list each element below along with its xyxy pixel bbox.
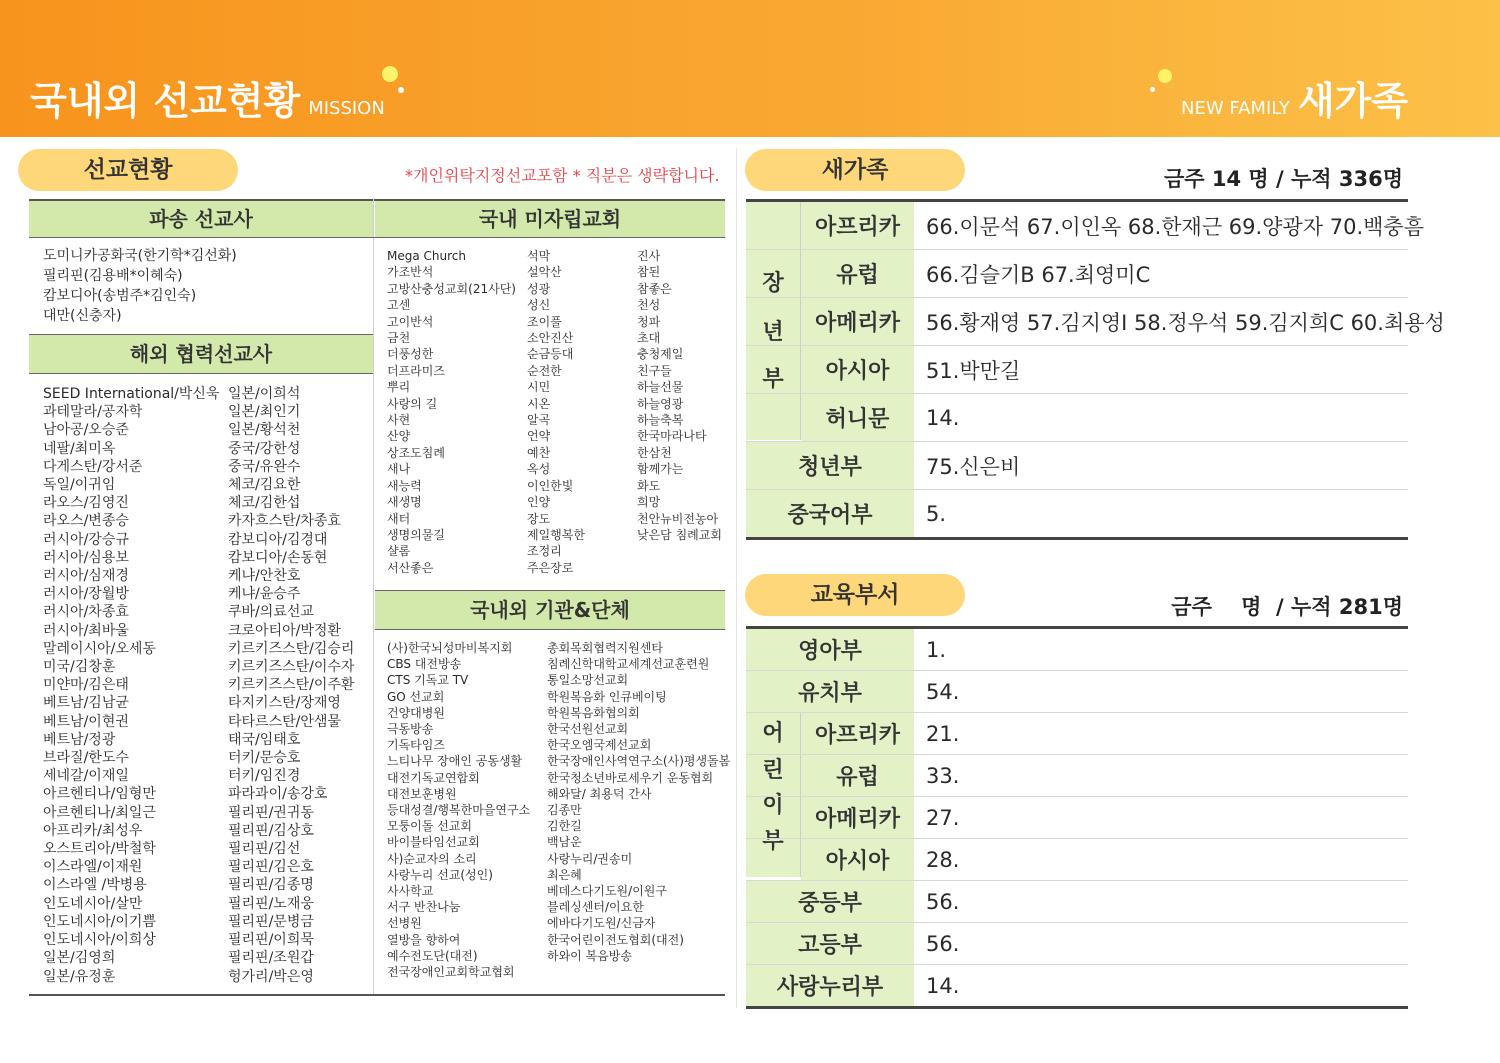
column-divider [736,148,737,1008]
list-item: 케냐/안찬호 [228,568,301,585]
list-item: 라오스/변종승 [43,513,129,530]
list-item: 세네갈/이재일 [43,768,129,785]
dispatched-header: 파송 선교사 [29,201,373,237]
kids-group-char: 린 [762,758,784,783]
header-left [30,70,385,125]
list-item: 화도 [637,478,661,493]
newfamily-table [746,199,1445,540]
row-value: 33. [926,763,960,788]
list-item: 총회목회협력지원센타 [547,641,663,655]
list-item: 시민 [527,380,551,395]
row-label: 고등부 [746,923,914,964]
list-item: 캄보디아(송범주*김인숙) [43,288,197,304]
list-item: 아르헨티나/최일근 [43,804,156,821]
list-item: SEED International/박신욱 [43,386,220,402]
list-item: (사)한국뇌성마비복지회 [387,641,513,655]
row-value: 1. [926,637,947,662]
page-header [0,0,1500,137]
list-item: CTS 기독교 TV [387,673,469,688]
list-item: 통일소망선교회 [547,673,629,688]
list-item: 초대 [637,331,661,346]
list-item: 대전보훈병원 [387,786,457,801]
list-item: 한삼천 [637,445,672,460]
list-item: 필리핀/조원갑 [228,950,314,967]
newfamily-pill: 새가족 [745,149,965,191]
row-label: 영아부 [746,629,914,670]
list-item: 장도 [527,511,551,526]
row-value: 56. [926,931,960,956]
dispatched-list [43,246,237,326]
list-item: 선병원 [387,916,422,931]
row-value: 66.김슬기B 67.최영미C [926,262,1151,287]
list-item: 네팔/최미옥 [43,440,116,457]
list-item: 참된 [637,265,661,280]
list-item: 미얀마/김은태 [43,677,129,694]
list-item: 에바다기도원/신금자 [547,916,656,931]
header-underline [29,237,725,238]
education-table [746,626,1408,1009]
list-item: 참좋은 [637,281,672,296]
list-item: 아프리카/최성우 [43,822,143,839]
list-item: 등대성결/행복한마을연구소 [387,803,531,818]
list-item: 한국어린이전도협회(대전) [547,932,684,947]
youth-group-char: 년 [762,320,784,345]
list-item: 고이반석 [387,314,434,329]
list-item: 필리핀/김선 [228,841,301,858]
list-item: 새능력 [387,478,422,493]
youth-group-char: 부 [762,367,784,392]
list-item: 새터 [387,511,411,526]
list-item: 인도네시아/이희상 [43,932,156,949]
list-item: 필리핀/김종명 [228,877,314,894]
list-item: 크로아티아/박정환 [228,622,341,639]
list-item: 러시아/차종효 [43,604,129,621]
list-item: 한국마라나타 [637,429,707,444]
list-item: 김종만 [547,803,582,818]
list-item: 진사 [637,249,661,263]
list-item: 옥성 [527,462,551,477]
list-item: 도미니카공화국(한기학*김선화) [43,248,237,264]
overseas-list-col2 [228,385,354,986]
overseas-list-col1 [43,385,219,986]
list-item: 학원복음화협의회 [547,705,640,720]
list-item: 새생명 [387,495,422,510]
row-label: 유치부 [746,671,914,712]
row-label: 아시아 [801,839,914,880]
list-item: 서산좋은 [387,560,434,575]
list-item: 필리핀/김은호 [228,859,314,876]
list-item: 한국선원선교회 [547,722,629,737]
domestic-list-col3 [637,248,722,543]
list-item: 필리핀(김용배*이혜숙) [43,268,183,284]
row-label: 중국어부 [746,490,914,537]
header-right [1181,70,1408,125]
list-item: 베트남/정광 [43,731,116,748]
list-item: 독일/이귀임 [43,477,116,494]
list-item: 필리핀/권귀동 [228,804,314,821]
list-item: 중국/강한성 [228,440,301,457]
list-item: 사현 [387,413,411,428]
list-item: 러시아/심용보 [43,549,129,566]
table-row [746,490,1408,537]
table-row [746,629,1408,671]
list-item: 태국/임태호 [228,731,301,748]
list-item: 극동방송 [387,722,434,737]
section-rule [29,373,373,374]
list-item: 열방을 향하여 [387,932,461,947]
row-value: 27. [926,805,960,830]
list-item: 주은장로 [527,560,574,575]
list-item: 천성 [637,298,661,313]
list-item: 예찬 [527,445,551,460]
list-item: 기독타임즈 [387,738,445,753]
table-row [746,202,1424,250]
list-item: 필리핀/이희묵 [228,932,314,949]
list-item: Mega Church [387,249,466,263]
list-item: 터키/임진경 [228,768,301,785]
list-item: 키르키즈스탄/이수자 [228,659,355,676]
list-item: 터키/문승호 [228,750,301,767]
list-item: 블레싱센터/이요한 [547,900,644,915]
list-item: 한국청소년바로세우기 운동협회 [547,770,714,785]
decor-dot-icon [1150,87,1155,92]
list-item: 쿠바/의료선교 [228,604,314,621]
list-item: 베데스다기도원/이원구 [547,884,667,899]
list-item: 사)순교자의 소리 [387,851,477,866]
list-item: 인양 [527,495,551,510]
list-item: 하늘영광 [637,396,684,411]
row-value: 28. [926,847,960,872]
list-item: GO 선교회 [387,689,445,704]
section-rule [375,629,725,630]
list-item: 베트남/김남균 [43,695,129,712]
table-row [746,394,1408,442]
list-item: 하와이 복음방송 [547,948,632,963]
row-label: 아프리카 [801,202,914,249]
bottom-rule [29,994,725,996]
list-item: 이스라엘/이재원 [43,859,143,876]
list-item: 하늘축복 [637,413,684,428]
list-item: 천안뉴비전농아 [637,511,719,526]
education-pill: 교육부서 [745,574,965,616]
row-label: 유럽 [801,250,914,297]
list-item: 타지키스탄/장재영 [228,695,341,712]
table-row [746,881,1408,923]
row-value: 66.이문석 67.이인옥 68.한재근 69.양광자 70.백충흠 [926,214,1424,239]
list-item: 캄보디아/손동현 [228,549,328,566]
header-title-mission: 국내외 선교현황 [30,79,301,123]
list-item: 희망 [637,495,661,510]
mission-note: *개인위탁지정선교포함 * 직분은 생략합니다. [405,166,720,185]
table-row [746,965,1408,1006]
row-value: 56.황재영 57.김지영I 58.정우석 59.김지희C 60.최용성 [926,310,1445,335]
row-label: 유럽 [801,755,914,796]
list-item: 백남운 [547,835,582,850]
orgs-header: 국내외 기관&단체 [375,591,725,629]
kids-group-char: 이 [762,793,784,818]
overseas-header: 해외 협력선교사 [29,335,373,373]
list-item: 말레이시아/오세동 [43,640,156,657]
header-sub-mission: MISSION [308,98,385,119]
row-label: 중등부 [746,881,914,922]
row-value: 75.신은비 [926,454,1021,479]
list-item: 샬롬 [387,544,411,559]
orgs-list-col1 [387,640,530,980]
row-label: 청년부 [746,442,914,489]
list-item: 예수전도단(대전) [387,948,478,963]
decor-dot-icon [398,87,404,93]
row-value: 5. [926,501,947,526]
list-item: 러시아/강승규 [43,531,129,548]
list-item: 인도네시아/살만 [43,895,143,912]
list-item: 생명의물길 [387,527,445,542]
list-item: 상조도침례 [387,445,445,460]
list-item: 성광 [527,281,551,296]
list-item: 대전기독교연합회 [387,770,480,785]
list-item: 하늘선물 [637,380,684,395]
kids-group [746,713,1408,881]
list-item: 일본/김영희 [43,950,116,967]
list-item: 더프라미즈 [387,363,445,378]
row-value: 56. [926,889,960,914]
list-item: CBS 대전방송 [387,657,462,672]
youth-group [746,202,1445,442]
decor-dot-icon [382,66,398,82]
list-item: 석막 [527,249,551,263]
list-item: 가조반석 [387,265,434,280]
list-item: 언약 [527,429,551,444]
list-item: 인도네시아/이기쁨 [43,913,156,930]
table-row [746,797,1408,839]
list-item: 최은혜 [547,867,582,882]
list-item: 일본/이희석 [228,386,301,402]
list-item: 사랑의 길 [387,396,438,411]
table-row [746,671,1408,713]
mission-pill: 선교현황 [18,149,238,191]
list-item: 한국장애인사역연구소(사)평생돌봄 [547,754,731,769]
list-item: 케냐/윤승주 [228,586,301,603]
list-item: 해와달/ 최용덕 간사 [547,786,652,801]
row-label: 허니문 [801,394,914,441]
row-label: 아메리카 [801,298,914,345]
table-row [746,298,1445,346]
list-item: 충청제일 [637,347,684,362]
table-row [746,713,1408,755]
list-item: 중국/유완수 [228,458,301,475]
list-item: 모퉁이돌 선교회 [387,819,472,834]
list-item: 러시아/심재경 [43,568,129,585]
table-row [746,839,1408,881]
newfamily-summary: 금주 14 명 / 누적 336명 [1164,167,1403,191]
list-item: 고센 [387,298,411,313]
list-item: 청파 [637,314,661,329]
list-item: 조정리 [527,544,562,559]
list-item: 침례신학대학교세계선교훈련원 [547,657,710,672]
list-item: 키르키즈스탄/김승리 [228,640,355,657]
kids-group-char: 부 [762,829,784,854]
table-row [746,442,1408,490]
list-item: 남아공/오승준 [43,422,129,439]
domestic-list-col1 [387,248,516,576]
list-item: 바이블타임선교회 [387,835,480,850]
list-item: 필리핀/김상호 [228,822,314,839]
list-item: 카자흐스탄/차종효 [228,513,341,530]
list-item: 타타르스탄/안샘물 [228,713,341,730]
list-item: 고방산충성교회(21사단) [387,281,516,296]
list-item: 서구 반찬나눔 [387,900,461,915]
list-item: 한국오엠국제선교회 [547,738,652,753]
row-value: 14. [926,973,960,998]
header-sub-newfamily: NEW FAMILY [1181,98,1290,119]
list-item: 소안진산 [527,331,574,346]
table-row [746,923,1408,965]
row-value: 21. [926,721,960,746]
list-item: 헝가리/박은영 [228,968,314,985]
list-item: 산양 [387,429,411,444]
education-summary: 금주 명 / 누적 281명 [1171,595,1403,619]
list-item: 사랑누리/권송미 [547,851,633,866]
list-item: 다게스탄/강서준 [43,458,143,475]
list-item: 브라질/한도수 [43,750,129,767]
inner-divider [373,199,374,996]
row-label: 아메리카 [801,797,914,838]
list-item: 낮은담 침례교회 [637,527,722,542]
list-item: 순전한 [527,363,562,378]
list-item: 친구들 [637,363,672,378]
list-item: 과테말라/공자학 [43,404,143,421]
list-item: 순금등대 [527,347,574,362]
list-item: 금천 [387,331,411,346]
table-row [746,250,1408,298]
list-item: 함께가는 [637,462,684,477]
list-item: 키르키즈스탄/이주환 [228,677,355,694]
row-label: 사랑누리부 [746,965,914,1006]
list-item: 시온 [527,396,551,411]
table-row [746,346,1408,394]
orgs-list-col2 [547,640,730,964]
list-item: 베트남/이현권 [43,713,129,730]
decor-dot-icon [1158,69,1172,83]
row-value: 54. [926,679,960,704]
list-item: 일본/최인기 [228,404,301,421]
list-item: 이인한빛 [527,478,574,493]
list-item: 파라과이/송강호 [228,786,328,803]
list-item: 필리핀/문병금 [228,913,314,930]
domestic-header: 국내 미자립교회 [375,201,725,237]
list-item: 체코/김한섭 [228,495,301,512]
list-item: 아르헨티나/임형만 [43,786,156,803]
list-item: 러시아/최바울 [43,622,129,639]
list-item: 느티나무 장애인 공동생활 [387,754,523,769]
row-value: 14. [926,405,960,430]
table-row [746,755,1408,797]
list-item: 일본/유정훈 [43,968,116,985]
list-item: 사사학교 [387,884,434,899]
list-item: 새나 [387,462,411,477]
list-item: 캄보디아/김경대 [228,531,328,548]
header-title-newfamily: 새가족 [1297,79,1408,123]
list-item: 뿌리 [387,380,411,395]
list-item: 오스트리아/박철학 [43,841,156,858]
list-item: 일본/황석천 [228,422,301,439]
youth-group-char: 장 [762,271,784,296]
row-value: 51.박만길 [926,358,1021,383]
list-item: 알곡 [527,413,551,428]
list-item: 미국/김창훈 [43,659,116,676]
list-item: 제일행복한 [527,527,585,542]
list-item: 라오스/김영진 [43,495,129,512]
list-item: 사랑누리 선교(성인) [387,867,493,882]
list-item: 대만(신충자) [43,308,122,324]
row-label: 아시아 [801,346,914,393]
list-item: 조이풀 [527,314,562,329]
list-item: 필리핀/노재웅 [228,895,314,912]
list-item: 성신 [527,298,551,313]
list-item: 건양대병원 [387,705,445,720]
list-item: 이스라엘 /박병용 [43,877,147,894]
list-item: 전국장애인교회학교협회 [387,965,515,980]
domestic-list-col2 [527,248,585,576]
row-label: 아프리카 [801,713,914,754]
list-item: 설악산 [527,265,562,280]
list-item: 학원복음화 인큐베이팅 [547,689,667,704]
kids-group-char: 어 [762,721,784,746]
list-item: 김한길 [547,819,582,834]
list-item: 체코/김요한 [228,477,301,494]
list-item: 러시아/장월방 [43,586,129,603]
list-item: 더풍성한 [387,347,434,362]
